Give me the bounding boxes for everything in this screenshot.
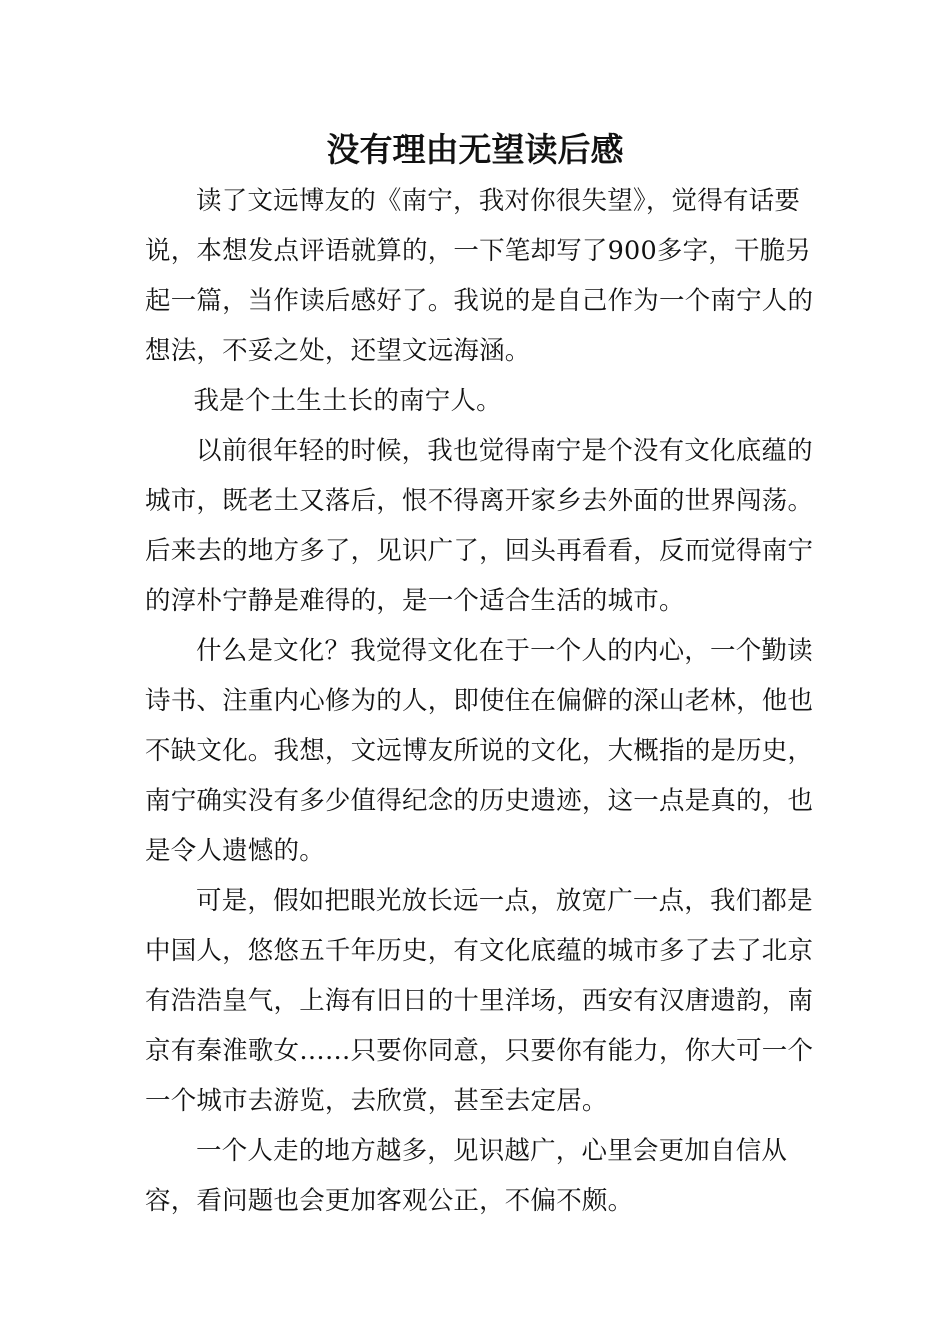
paragraph-4: 什么是文化？我觉得文化在于一个人的内心，一个勤读诗书、注重内心修为的人，即使住在偏僻的深山老林，他也不缺文化。我想，文远博友所说的文化，大概指的是历史，南宁确实没有多少值得纪念的历史遗迹，这一点是真的，也是令人遗憾的。 (145, 636, 814, 866)
paragraph-6: 一个人走的地方越多，见识越广，心里会更加自信从容，看问题也会更加客观公正，不偏不颇。 (145, 1136, 788, 1216)
paragraph-3: 以前很年轻的时候，我也觉得南宁是个没有文化底蕴的城市，既老土又落后，恨不得离开家乡去外面的世界闯荡。后来去的地方多了，见识广了，回头再看看，反而觉得南宁的淳朴宁静是难得的，是一个适合生活的城市。 (145, 436, 814, 616)
paragraph-5: 可是，假如把眼光放长远一点，放宽广一点，我们都是中国人，悠悠五千年历史，有文化底蕴的城市多了去了北京有浩浩皇气，上海有旧日的十里洋场，西安有汉唐遗韵，南京有秦淮歌女……只要你同意，只要你有能力，你大可一个一个城市去游览，去欣赏，甚至去定居。 (145, 886, 814, 1116)
document-title: 没有理由无望读后感 (326, 130, 624, 169)
paragraph-2: 我是个土生土长的南宁人。 (193, 386, 502, 416)
paragraph-1: 读了文远博友的《南宁，我对你很失望》，觉得有话要说，本想发点评语就算的，一下笔却写了900多字，干脆另起一篇，当作读后感好了。我说的是自己作为一个南宁人的想法，不妥之处，还望文远海涵。 (145, 186, 814, 366)
document-body (145, 176, 815, 1226)
